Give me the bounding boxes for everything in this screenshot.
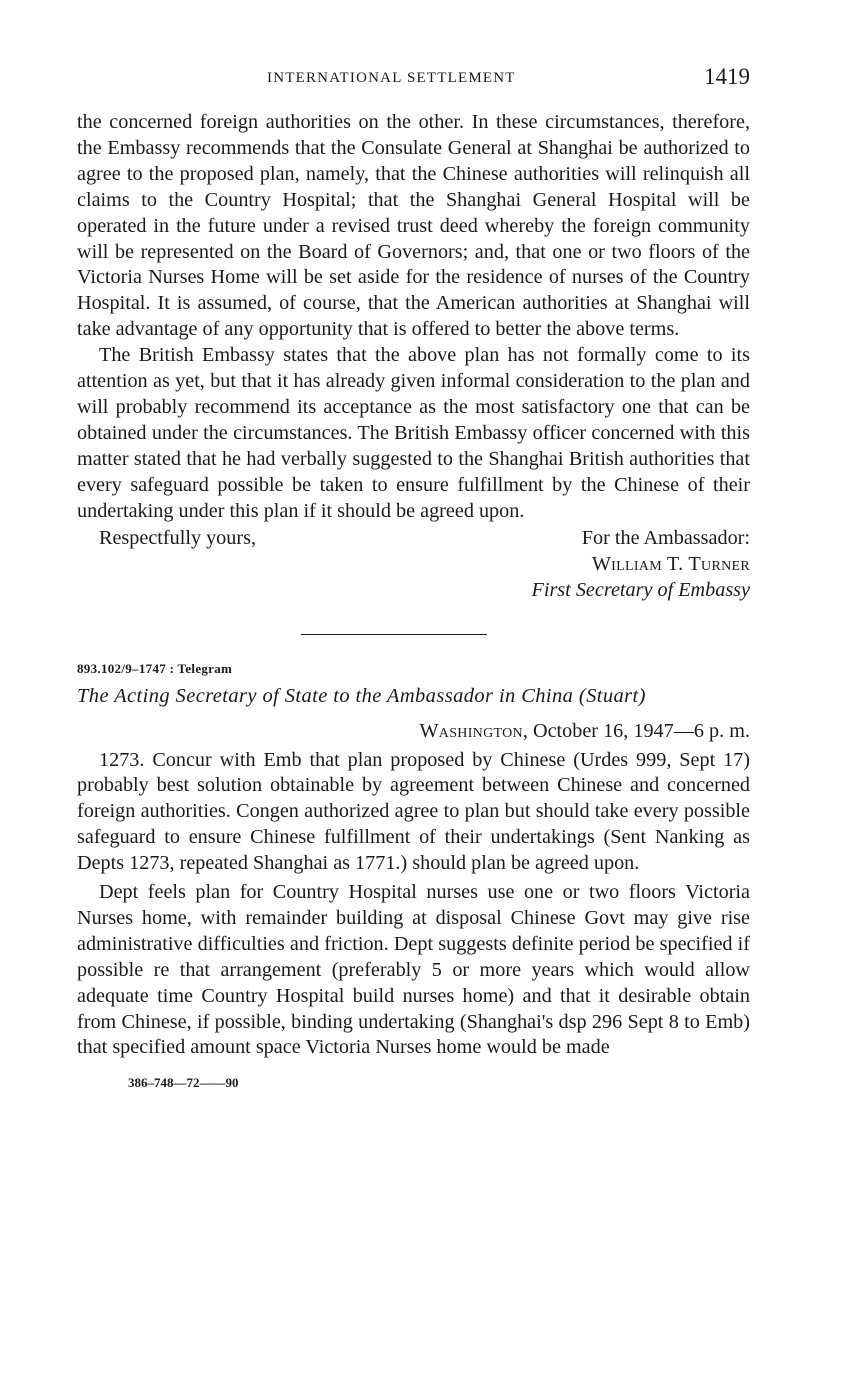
page-number: 1419	[704, 64, 750, 89]
running-header	[77, 62, 750, 96]
for-ambassador-line: For the Ambassador:	[581, 526, 750, 549]
telegram-title: The Acting Secretary of State to the Ambassador in China (Stuart)	[77, 684, 646, 707]
file-reference: 893.102/9–1747 : Telegram	[77, 660, 233, 676]
document-page	[77, 62, 750, 1091]
running-title: INTERNATIONAL SETTLEMENT	[267, 70, 516, 86]
signer-name: William T. Turner	[591, 552, 750, 575]
telegram-paragraph-2: Dept feels plan for Country Hospital nurses use one or two floors Victoria Nurses home, with remainder building at disposal Chinese Govt may give rise administrative difficulties and friction. Dept suggests definite period be specified if possible re that arrangement (preferably 5 or more years which would allow adequate time Country Hospital build nurses home) and that it desirable obtain from Chinese, if possible, binding undertaking (Shanghai's dsp 296 Sept 8 to Emb) that specified amount space Victoria Nurses home would be made	[77, 881, 750, 1059]
letter-paragraph-1: the concerned foreign authorities on the other. In these circumstances, therefore, the Embassy recommends that the Consulate General at Shanghai be authorized to agree to the proposed plan, namely, that the Chinese authorities will relinquish all claims to the Country Hospital; that the Shanghai General Hospital will be operated in the future under a revised trust deed whereby the foreign community will be represented on the Board of Governors; and, that one or two floors of the Victoria Nurses Home will be set aside for the residence of nurses of the Country Hospital. It is assumed, of course, that the American authorities at Shanghai will take advantage of any opportunity that is offered to better the above terms.	[77, 111, 750, 341]
dateline	[77, 718, 750, 744]
telegram-paragraph-1: 1273. Concur with Emb that plan proposed by Chinese (Urdes 999, Sept 17) probably best solution obtainable by agreement between Chinese and concerned foreign authorities. Congen authorized agree to plan but should take every possible safeguard to ensure Chinese fulfillment of their undertakings (Sent Nanking as Depts 1273, repeated Shanghai as 1771.) should plan be agreed upon.	[77, 748, 750, 875]
dateline-place: Washington	[419, 719, 523, 742]
complimentary-close: Respectfully yours,	[99, 526, 256, 549]
closing-row	[77, 525, 750, 551]
signer-title: First Secretary of Embassy	[531, 578, 750, 601]
letter-paragraph-2: The British Embassy states that the above plan has not formally come to its attention as yet, but that it has already given informal consideration to the plan and will probably recommend its acceptance as the most satisfactory one that can be obtained under the circumstances. The British Embassy officer concerned with this matter stated that he had verbally suggested to the Shanghai British authorities that every safeguard possible be taken to ensure fulfillment by the Chinese of their undertaking under this plan if it should be agreed upon.	[77, 344, 750, 522]
print-code: 386–748—72——90	[128, 1075, 239, 1091]
section-divider	[301, 634, 487, 635]
dateline-date: , October 16, 1947—6 p. m.	[522, 719, 750, 742]
